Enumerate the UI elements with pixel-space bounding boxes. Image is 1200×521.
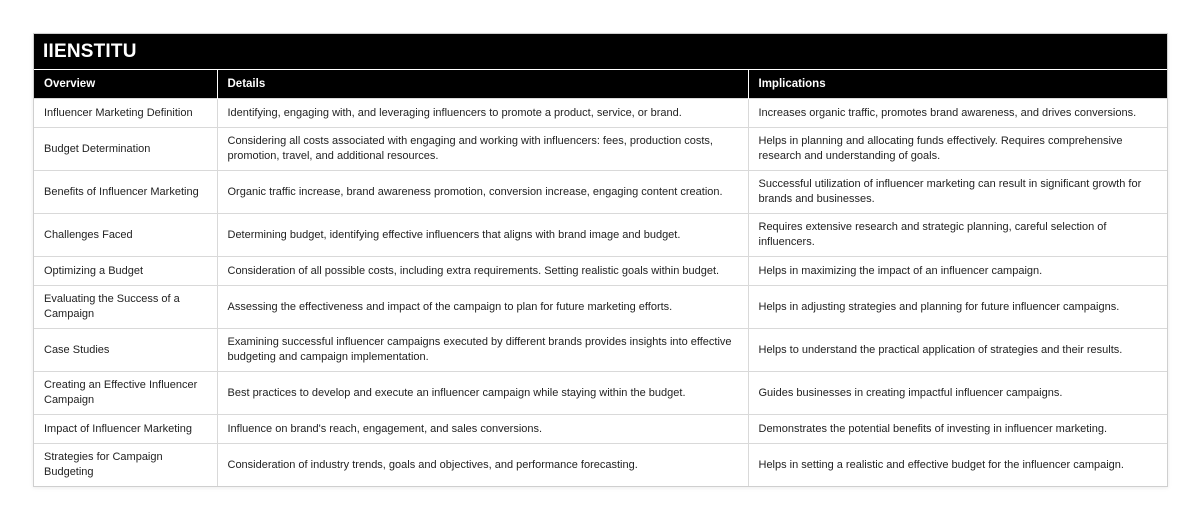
- brand-banner: [34, 34, 1167, 69]
- table-row: [34, 286, 1167, 329]
- cell-implications: Helps in maximizing the impact of an influencer campaign.: [748, 257, 1167, 286]
- table-row: [34, 128, 1167, 171]
- table-row: [34, 444, 1167, 487]
- header-implications: Implications: [748, 70, 1167, 99]
- cell-implications: Increases organic traffic, promotes brand awareness, and drives conversions.: [748, 99, 1167, 128]
- cell-details: Consideration of all possible costs, including extra requirements. Setting realistic goals within budget.: [217, 257, 748, 286]
- overview-table: [34, 69, 1167, 486]
- table-row: [34, 257, 1167, 286]
- header-details: Details: [217, 70, 748, 99]
- cell-overview: Creating an Effective Influencer Campaign: [34, 372, 217, 415]
- cell-details: Determining budget, identifying effective influencers that aligns with brand image and budget.: [217, 214, 748, 257]
- cell-details: Assessing the effectiveness and impact of the campaign to plan for future marketing efforts.: [217, 286, 748, 329]
- cell-overview: Case Studies: [34, 329, 217, 372]
- table-header-row: [34, 70, 1167, 99]
- cell-details: Best practices to develop and execute an influencer campaign while staying within the budget.: [217, 372, 748, 415]
- cell-overview: Influencer Marketing Definition: [34, 99, 217, 128]
- cell-details: Considering all costs associated with engaging and working with influencers: fees, production costs, promotion, travel, and additional resources.: [217, 128, 748, 171]
- table-row: [34, 171, 1167, 214]
- cell-implications: Demonstrates the potential benefits of investing in influencer marketing.: [748, 415, 1167, 444]
- table-row: [34, 415, 1167, 444]
- cell-overview: Budget Determination: [34, 128, 217, 171]
- cell-overview: Optimizing a Budget: [34, 257, 217, 286]
- content-table-card: [33, 33, 1168, 487]
- cell-overview: Evaluating the Success of a Campaign: [34, 286, 217, 329]
- cell-details: Identifying, engaging with, and leveraging influencers to promote a product, service, or brand.: [217, 99, 748, 128]
- table-row: [34, 372, 1167, 415]
- cell-implications: Guides businesses in creating impactful influencer campaigns.: [748, 372, 1167, 415]
- cell-implications: Successful utilization of influencer marketing can result in significant growth for brands and businesses.: [748, 171, 1167, 214]
- header-overview: Overview: [34, 70, 217, 99]
- cell-implications: Helps to understand the practical application of strategies and their results.: [748, 329, 1167, 372]
- table-row: [34, 214, 1167, 257]
- cell-overview: Challenges Faced: [34, 214, 217, 257]
- cell-implications: Helps in planning and allocating funds effectively. Requires comprehensive research and understanding of goals.: [748, 128, 1167, 171]
- cell-implications: Requires extensive research and strategic planning, careful selection of influencers.: [748, 214, 1167, 257]
- cell-overview: Benefits of Influencer Marketing: [34, 171, 217, 214]
- table-row: [34, 99, 1167, 128]
- cell-details: Examining successful influencer campaigns executed by different brands provides insights into effective budgeting and campaign implementation.: [217, 329, 748, 372]
- cell-overview: Impact of Influencer Marketing: [34, 415, 217, 444]
- cell-overview: Strategies for Campaign Budgeting: [34, 444, 217, 487]
- cell-implications: Helps in adjusting strategies and planning for future influencer campaigns.: [748, 286, 1167, 329]
- cell-details: Organic traffic increase, brand awareness promotion, conversion increase, engaging content creation.: [217, 171, 748, 214]
- cell-implications: Helps in setting a realistic and effective budget for the influencer campaign.: [748, 444, 1167, 487]
- cell-details: Consideration of industry trends, goals and objectives, and performance forecasting.: [217, 444, 748, 487]
- brand-title: IIENSTITU: [43, 41, 137, 62]
- table-row: [34, 329, 1167, 372]
- cell-details: Influence on brand's reach, engagement, and sales conversions.: [217, 415, 748, 444]
